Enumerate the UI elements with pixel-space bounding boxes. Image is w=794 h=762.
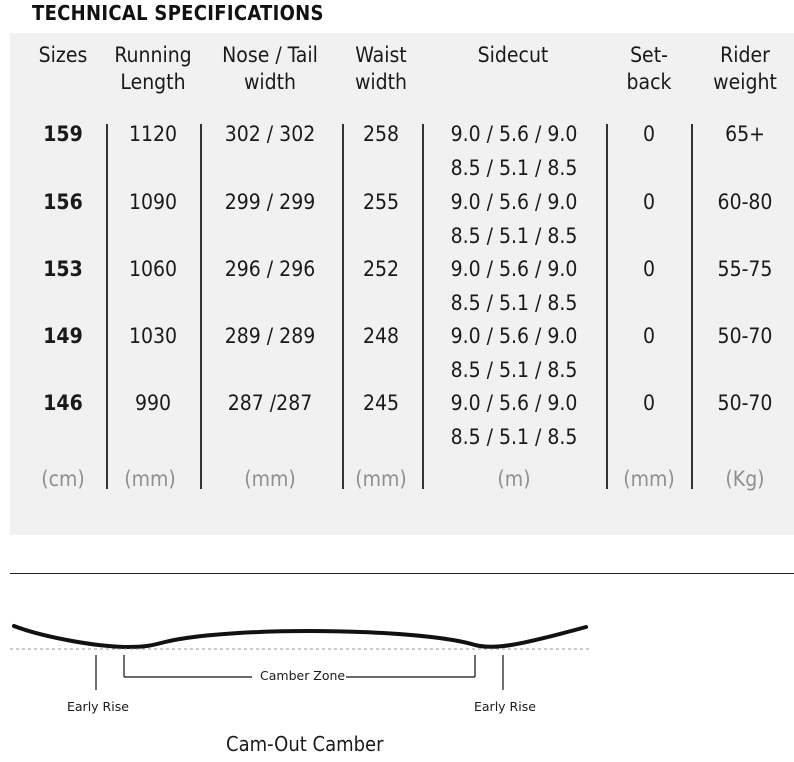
row-sidecut: 9.0 / 5.6 / 9.0 8.5 / 5.1 / 8.5 bbox=[450, 190, 578, 248]
board-profile-curve bbox=[14, 626, 586, 647]
row-running-length: 1060 bbox=[128, 257, 178, 281]
header-sizes: Sizes bbox=[38, 43, 88, 67]
row-rider-weight: 50-70 bbox=[717, 391, 773, 415]
row-rider-weight: 60-80 bbox=[717, 190, 773, 214]
camber-zone-label: Camber Zone bbox=[260, 668, 346, 683]
row-nose-tail: 289 / 289 bbox=[224, 324, 316, 348]
row-size: 153 bbox=[43, 257, 83, 281]
column-divider bbox=[606, 124, 608, 489]
row-waist: 248 bbox=[362, 324, 400, 348]
row-nose-tail: 287 /287 bbox=[227, 391, 313, 415]
header-rider-weight: Rider weight bbox=[713, 43, 777, 94]
profile-name: Cam-Out Camber bbox=[226, 732, 384, 756]
row-size: 159 bbox=[43, 122, 83, 146]
row-rider-weight: 50-70 bbox=[717, 324, 773, 348]
row-sidecut: 9.0 / 5.6 / 9.0 8.5 / 5.1 / 8.5 bbox=[450, 324, 578, 382]
header-sidecut: Sidecut bbox=[477, 43, 549, 67]
row-waist: 252 bbox=[362, 257, 400, 281]
unit-nose-tail: (mm) bbox=[244, 467, 296, 491]
row-sidecut: 9.0 / 5.6 / 9.0 8.5 / 5.1 / 8.5 bbox=[450, 122, 578, 180]
row-size: 156 bbox=[43, 190, 83, 214]
row-setback: 0 bbox=[642, 122, 656, 146]
row-rider-weight: 55-75 bbox=[717, 257, 773, 281]
row-setback: 0 bbox=[642, 391, 656, 415]
unit-running-length: (mm) bbox=[124, 467, 176, 491]
row-size: 149 bbox=[43, 324, 83, 348]
row-setback: 0 bbox=[642, 324, 656, 348]
early-rise-right-label: Early Rise bbox=[474, 699, 536, 714]
row-sidecut: 9.0 / 5.6 / 9.0 8.5 / 5.1 / 8.5 bbox=[450, 391, 578, 449]
column-divider bbox=[691, 124, 693, 489]
row-nose-tail: 299 / 299 bbox=[224, 190, 316, 214]
early-rise-left-label: Early Rise bbox=[67, 699, 129, 714]
row-running-length: 1120 bbox=[128, 122, 178, 146]
row-sidecut: 9.0 / 5.6 / 9.0 8.5 / 5.1 / 8.5 bbox=[450, 257, 578, 315]
row-waist: 255 bbox=[362, 190, 400, 214]
row-setback: 0 bbox=[642, 257, 656, 281]
row-waist: 245 bbox=[362, 391, 400, 415]
spec-table bbox=[10, 33, 794, 535]
column-divider bbox=[422, 124, 424, 489]
column-divider bbox=[106, 124, 108, 489]
column-divider bbox=[342, 124, 344, 489]
row-setback: 0 bbox=[642, 190, 656, 214]
unit-rider-weight: (Kg) bbox=[725, 467, 765, 491]
header-running-length: Running Length bbox=[114, 43, 192, 94]
row-waist: 258 bbox=[362, 122, 400, 146]
row-nose-tail: 296 / 296 bbox=[224, 257, 316, 281]
row-running-length: 1090 bbox=[128, 190, 178, 214]
header-nose-tail-width: Nose / Tail width bbox=[222, 43, 318, 94]
spec-title: TECHNICAL SPECIFICATIONS bbox=[32, 1, 324, 25]
header-waist-width: Waist width bbox=[354, 43, 408, 94]
row-running-length: 990 bbox=[134, 391, 172, 415]
column-divider bbox=[200, 124, 202, 489]
row-nose-tail: 302 / 302 bbox=[224, 122, 316, 146]
unit-sizes: (cm) bbox=[41, 467, 85, 491]
unit-setback: (mm) bbox=[623, 467, 675, 491]
header-setback: Set- back bbox=[626, 43, 672, 94]
unit-waist: (mm) bbox=[355, 467, 407, 491]
unit-sidecut: (m) bbox=[497, 467, 531, 491]
section-divider bbox=[10, 573, 794, 574]
row-rider-weight: 65+ bbox=[725, 122, 765, 146]
row-running-length: 1030 bbox=[128, 324, 178, 348]
row-size: 146 bbox=[43, 391, 83, 415]
